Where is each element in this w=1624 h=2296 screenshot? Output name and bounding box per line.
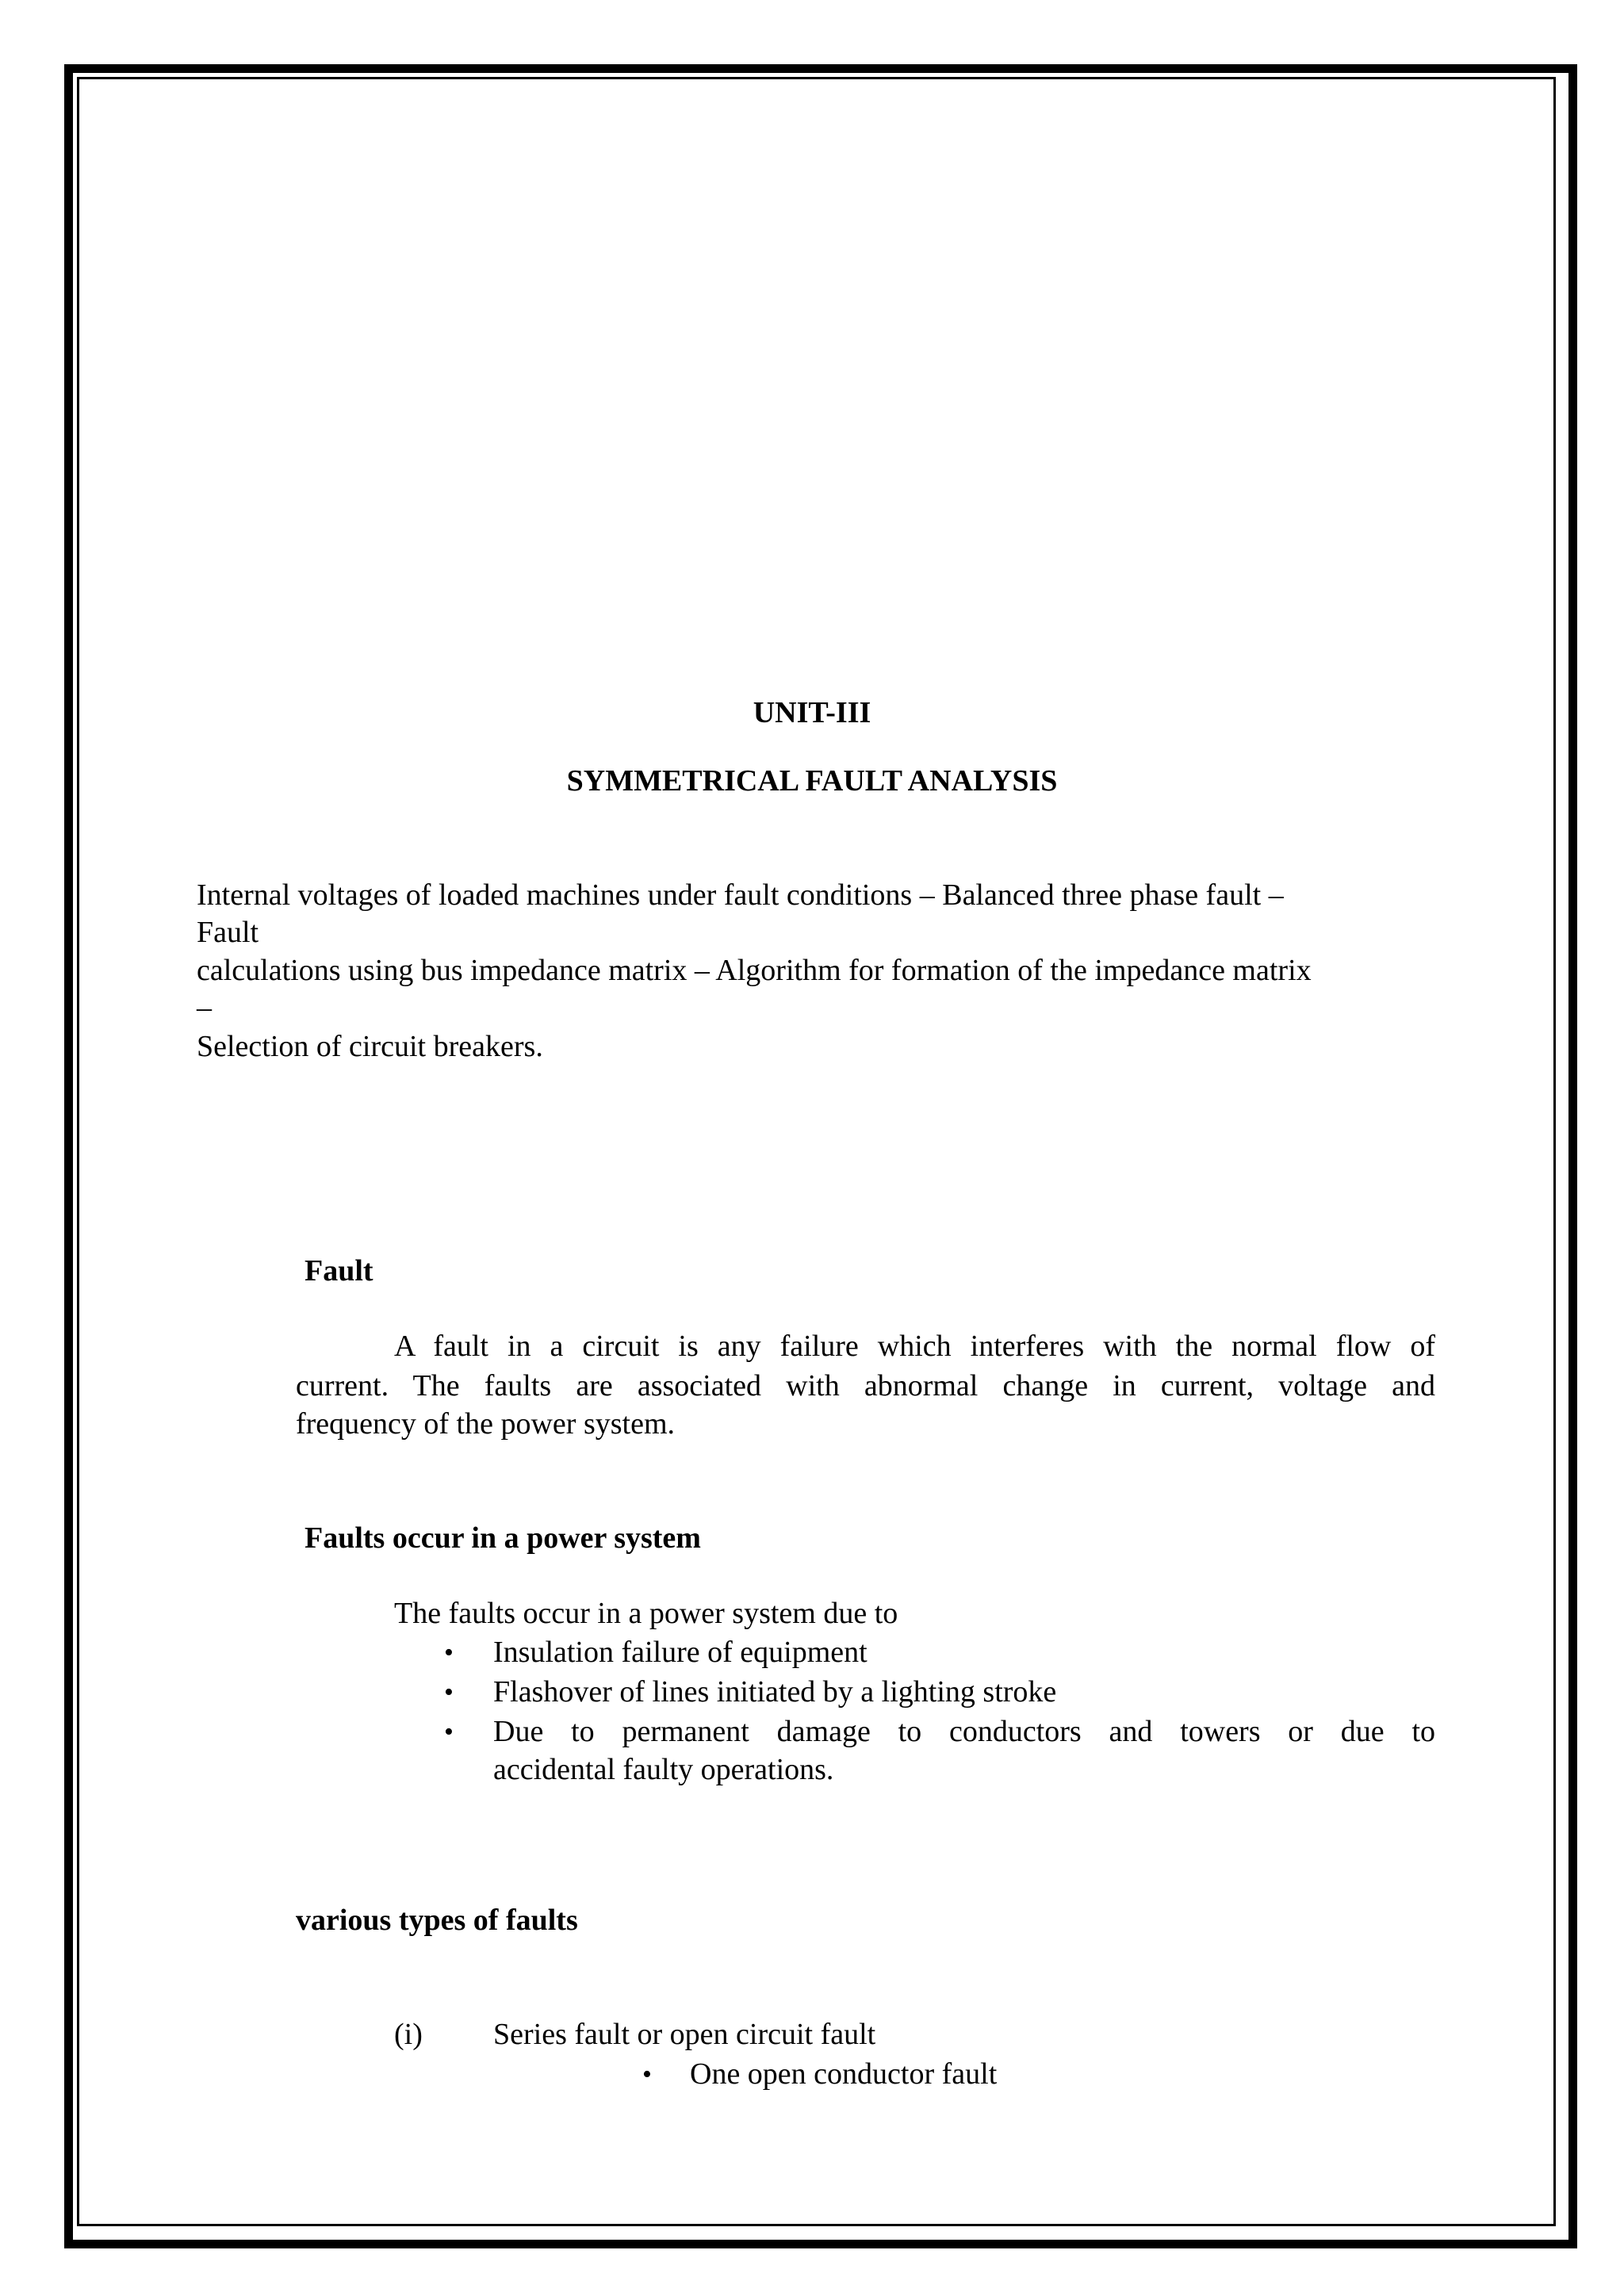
- fault-paragraph-line-1: A fault in a circuit is any failure which interferes with the normal flow of: [394, 1330, 1435, 1363]
- fault-paragraph-line-2: current. The faults are associated with abnormal change in current, voltage and: [296, 1369, 1435, 1402]
- chapter-title: SYMMETRICAL FAULT ANALYSIS: [566, 764, 1058, 798]
- cause-item-1: Insulation failure of equipment: [493, 1636, 868, 1669]
- list-marker: (i): [394, 2018, 423, 2051]
- syllabus-line-4: –: [197, 991, 212, 1024]
- fault-heading: Fault: [304, 1254, 373, 1288]
- bullet-icon: •: [444, 1638, 454, 1667]
- syllabus-line-3: calculations using bus impedance matrix – Algorithm for formation of the impedance matrix: [197, 954, 1312, 987]
- syllabus-line-2: Fault: [197, 916, 259, 949]
- open-conductor-item: One open conductor fault: [690, 2057, 998, 2091]
- cause-item-3-continued: accidental faulty operations.: [493, 1753, 834, 1786]
- syllabus-line-1: Internal voltages of loaded machines under fault conditions – Balanced three phase fault –: [197, 878, 1284, 912]
- bullet-icon: •: [642, 2060, 652, 2089]
- bullet-icon: •: [444, 1678, 454, 1707]
- cause-item-3: Due to permanent damage to conductors and towers or due to: [493, 1715, 1435, 1748]
- bullet-icon: •: [444, 1717, 454, 1747]
- faults-occur-intro: The faults occur in a power system due to: [394, 1597, 898, 1630]
- syllabus-line-5: Selection of circuit breakers.: [197, 1030, 543, 1063]
- cause-item-2: Flashover of lines initiated by a lighting stroke: [493, 1675, 1057, 1709]
- unit-title: UNIT-III: [753, 696, 871, 729]
- types-heading: various types of faults: [296, 1904, 578, 1937]
- fault-paragraph-line-3: frequency of the power system.: [296, 1407, 676, 1441]
- series-fault-item: Series fault or open circuit fault: [493, 2018, 876, 2051]
- faults-occur-heading: Faults occur in a power system: [304, 1521, 701, 1555]
